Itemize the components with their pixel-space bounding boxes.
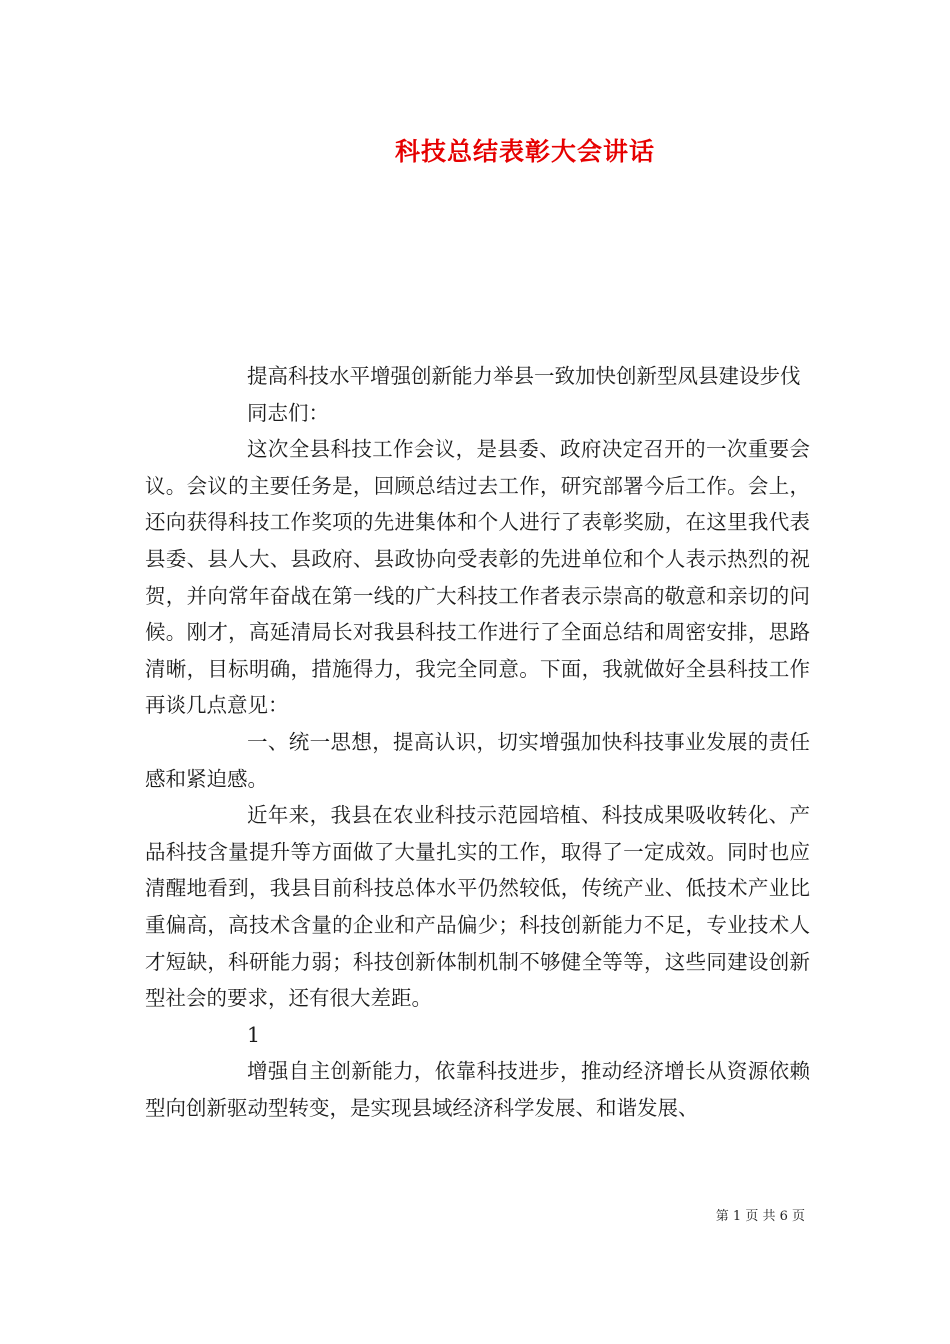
body-paragraph: 这次全县科技工作会议，是县委、政府决定召开的一次重要会议。会议的主要任务是，回顾总结过去工作，研究部署今后工作。会上，还向获得科技工作奖项的先进集体和个人进行了表彰奖励，在这里我代表县委、县人大、县政府、县政协向受表彰的先进单位和个人表示热烈的祝贺，并向常年奋战在第一线的广大科技工作者表示崇高的敬意和亲切的问候。刚才，高延清局长对我县科技工作进行了全面总结和周密安排，思路清晰，目标明确，措施得力，我完全同意。下面，我就做好全县科技工作再谈几点意见： [145,437,810,718]
salutation: 同志们： [247,400,329,425]
body-paragraph: 增强自主创新能力，依靠科技进步，推动经济增长从资源依赖型向创新驱动型转变，是实现县域经济科学发展、和谐发展、 [145,1059,810,1120]
section-heading: 一、统一思想，提高认识，切实增强加快科技事业发展的责任感和紧迫感。 [145,729,810,791]
document-body [145,358,810,1126]
page-footer: 第 1 页 共 6 页 [715,1209,805,1224]
document-title: 科技总结表彰大会讲话 [394,137,655,166]
body-paragraph: 近年来，我县在农业科技示范园培植、科技成果吸收转化、产品科技含量提升等方面做了大量扎实的工作，取得了一定成效。同时也应清醒地看到，我县目前科技总体水平仍然较低，传统产业、低技术产业比重偏高，高技术含量的企业和产品偏少；科技创新能力不足，专业技术人才短缺，科研能力弱；科技创新体制机制不够健全等等，这些同建设创新型社会的要求，还有很大差距。 [145,803,810,1011]
inline-page-number: 1 [247,1022,261,1047]
subtitle-paragraph: 提高科技水平增强创新能力举县一致加快创新型凤县建设步伐 [247,364,801,388]
